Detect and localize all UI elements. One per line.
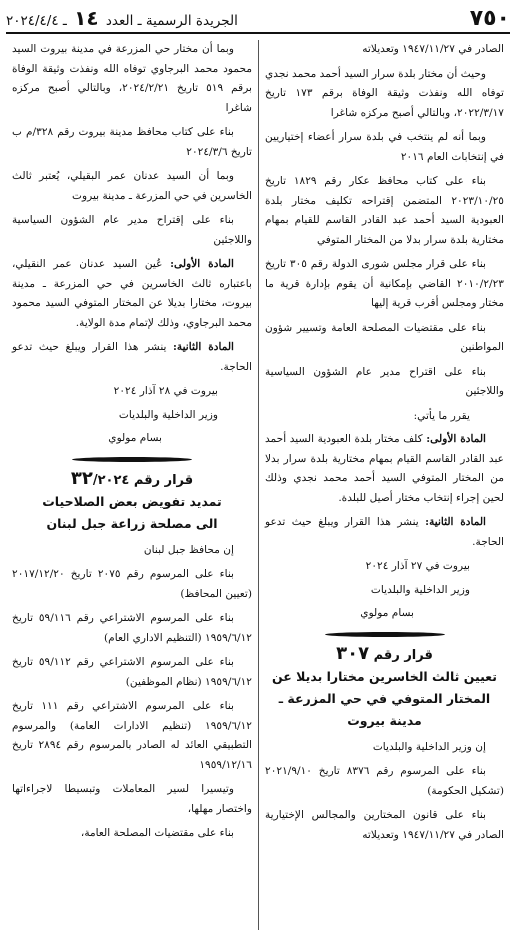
decision-number-year: /٢٠٢٤ (92, 472, 130, 488)
paragraph: بناء على قرار مجلس شورى الدولة رقم ٣٠٥ تاريخ ٢٠١٠/٢/٢٣ القاضي بإمكانية أن يقوم بإدارة قرية ما مختار ومجلس أقرب قرية إليها (265, 258, 504, 309)
paragraph: وحيث أن مختار بلدة سرار السيد أحمد محمد نجدي توفاه الله ونفذت وثيقة الوفاة برقم ١٧٣ تاريخ ٢٠٢٢/٣/١٧، وبالتالي أصبح مركزه شاغرا (265, 67, 504, 119)
article-text: ينشر هذا القرار ويبلغ حيث تدعو الحاجة. (265, 516, 504, 548)
place-date: بيروت في ٢٧ آذار ٢٠٢٤ (365, 560, 470, 572)
article-label: المادة الأولى: (170, 258, 234, 270)
decision-title-line: تمديد تفويض بعض الصلاحيات (42, 493, 222, 509)
article-label: المادة الثانية: (425, 516, 486, 528)
paragraph: بناء على المرسوم الاشتراعي رقم ١١١ تاريخ ١٩٥٩/٦/١٢ (تنظيم الادارات العامة) والمرسوم التطبيقي العائد له الصادر بالمرسوم رقم ٢٨٩٤ تاريخ ١٩٥٩/١٢/١٦ (12, 700, 253, 771)
paragraph: بناء على إقتراح مدير عام الشؤون السياسية واللاجئين (12, 214, 252, 246)
left-column (6, 40, 258, 930)
paragraph: بناء على المرسوم رقم ٢٠٧٥ تاريخ ٢٠١٧/١٢/٢٠ (تعيين المحافظ) (12, 568, 252, 600)
section-divider (12, 457, 252, 462)
page-header (6, 4, 510, 34)
signer-name: بسام مولوي (360, 607, 414, 619)
minister-title: وزير الداخلية والبلديات (118, 408, 218, 421)
article-text: كلف مختار بلدة العبودية السيد أحمد عبد القادر القاسم القيام بمهام مختارية بلدة سرار بدلا من المختار المتوفي السيد أحمد محمد نجدي وذلك لحين إجراء إنتخاب مختار أصيل للبلدة. (265, 433, 504, 504)
paragraph: الصادر في ١٩٤٧/١١/٢٧ وتعديلاته (362, 43, 504, 55)
paragraph: إن وزير الداخلية والبلديات (372, 740, 486, 753)
journal-name: الجريدة الرسمية ـ العدد (105, 13, 238, 29)
decision-title-line: الى مصلحة زراعة جبل لبنان (46, 515, 218, 531)
paragraph: وبما أنه لم ينتخب في بلدة سرار أعضاء إختياريين في إنتخابات العام ٢٠١٦ (265, 131, 504, 163)
paragraph: إن محافظ جبل لبنان (143, 543, 234, 556)
decision-number-prefix: قرار رقم (373, 647, 433, 663)
paragraph: بناء على قانون المختارين والمجالس الإختيارية الصادر في ١٩٤٧/١١/٢٧ وتعديلاته (265, 809, 504, 841)
decides-line: يقرر ما يأتي: (413, 409, 470, 422)
paragraph: بناء على المرسوم الاشتراعي رقم ٥٩/١١٢ تاريخ ١٩٥٩/٦/١٢ (نظام الموظفين) (12, 656, 252, 688)
page-columns (6, 40, 510, 930)
decision-title (12, 491, 252, 535)
article-text: عُين السيد عدنان عمر النقيلي، باعتباره ثالث الخاسرين في حي المزرعة ـ مدينة بيروت، مختارا بديلا عن المختار المتوفي السيد محمود محمد البرجاوي، وذلك لإتمام مدة الولاية. (12, 258, 252, 329)
decision-number-prefix: قرار رقم (133, 472, 194, 488)
paragraph: بناء على كتاب محافظ عكار رقم ١٨٢٩ تاريخ ٢٠٢٣/١٠/٢٥ المتضمن إقتراحه تكليف مختار بلدة العبودية السيد أحمد عبد القادر القاسم للقيام بمهام مختارية بلدة سرار بدلا من المختار المتوفي (265, 175, 504, 246)
paragraph: وبما أن السيد عدنان عمر البقيلي، يُعتبر ثالث الخاسرين في حي المزرعة ـ مدينة بيروت (12, 170, 252, 202)
article-two (12, 338, 252, 377)
article-one (265, 430, 504, 508)
paragraph: بناء على كتاب محافظ مدينة بيروت رقم ٣٢٨/م ب تاريخ ٢٠٢٤/٣/٦ (12, 126, 252, 158)
header-title (6, 6, 238, 30)
paragraph: بناء على المرسوم رقم ٨٣٧٦ تاريخ ٢٠٢١/٩/١٠ (تشكيل الحكومة) (265, 765, 504, 797)
paragraph: بناء على اقتراح مدير عام الشؤون السياسية واللاجئين (265, 365, 504, 397)
decision-number (12, 468, 252, 489)
article-label: المادة الأولى: (426, 433, 486, 445)
section-divider (265, 632, 504, 637)
page-number: ٧٥٠ (469, 5, 510, 31)
article-text: ينشر هذا القرار ويبلغ حيث تدعو الحاجة. (12, 341, 252, 373)
minister-title: وزير الداخلية والبلديات (370, 583, 470, 596)
paragraph: وبما أن مختار حي المزرعة في مدينة بيروت السيد محمود محمد البرجاوي توفاه الله ونفذت وثيقة الوفاة برقم ٥١٩ تاريخ ٢٠٢٤/٢/٢١، وبالتالي أصبح مركزه شاغرا (12, 43, 252, 114)
right-column (258, 40, 510, 930)
decision-title: تعيين ثالث الخاسرين مختارا بديلا عن المختار المتوفي في حي المزرعة ـ مدينة بيروت (272, 668, 497, 728)
article-two (265, 513, 504, 552)
decision-number-value: ٣٠٧ (336, 642, 370, 664)
paragraph: بناء على مقتضيات المصلحة العامة وتسيير شؤون المواطنين (265, 321, 504, 353)
issue-number: ١٤ (74, 6, 99, 30)
paragraph: بناء على المرسوم الاشتراعي رقم ٥٩/١١٦ تاريخ ١٩٥٩/٦/١٢ (التنظيم الاداري العام) (12, 612, 252, 644)
paragraph: بناء على مقتضيات المصلحة العامة، (80, 827, 234, 839)
article-label: المادة الثانية: (173, 341, 234, 353)
signer-name: بسام مولوي (108, 432, 162, 444)
place-date: بيروت في ٢٨ آذار ٢٠٢٤ (113, 385, 218, 397)
paragraph: وتيسيرا لسير المعاملات وتبسيطا لاجراءاتها واختصار مهلها، (12, 783, 252, 815)
decision-number-value: ٣٢ (70, 467, 93, 489)
article-one (12, 255, 252, 333)
issue-date: ـ ٢٠٢٤/٤/٤ (6, 13, 67, 29)
decision-number (265, 643, 504, 664)
